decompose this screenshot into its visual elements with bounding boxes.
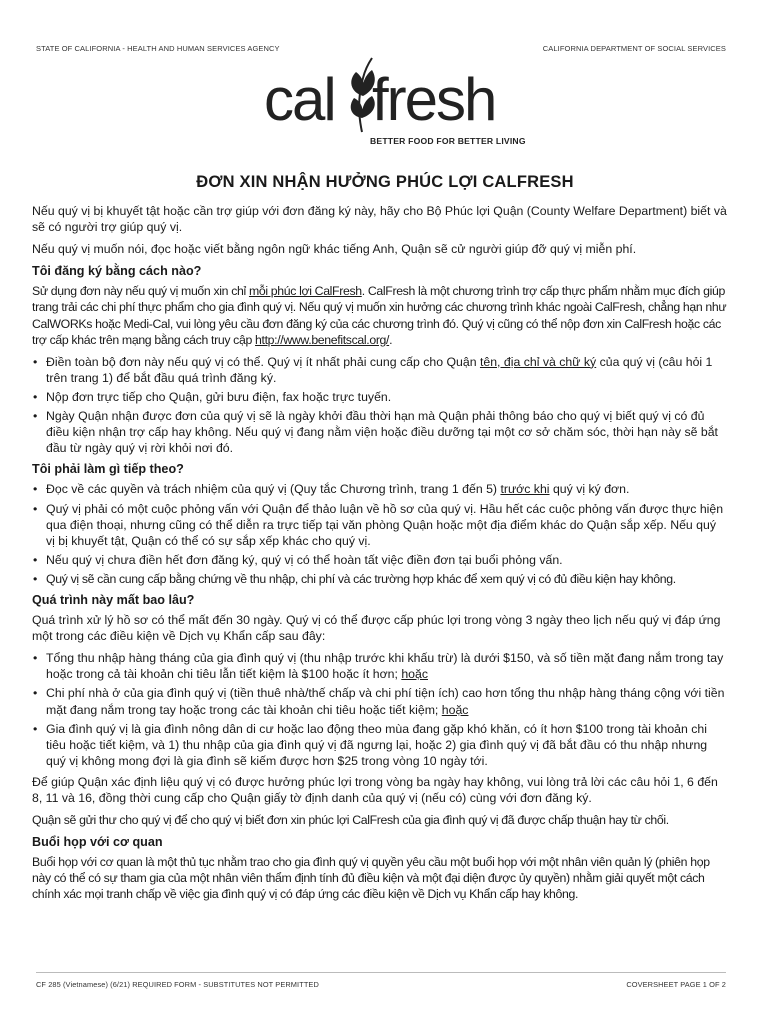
section1-paragraph xyxy=(32,283,728,347)
section3-paragraph-1: Quá trình xử lý hồ sơ có thể mất đến 30 ngày. Quý vị có thể được cấp phúc lợi trong vòng 3 ngày theo lịch nếu quý vị đáp ứng một trong các điều kiện về Dịch vụ Khẩn cấp sau đây: xyxy=(32,613,721,644)
section-heading-how-to-apply: Tôi đăng ký bằng cách nào? xyxy=(32,264,202,279)
text-segment: Điền toàn bộ đơn này nếu quý vị có thể. Quý vị ít nhất phải cung cấp cho Quận xyxy=(46,354,480,369)
intro-paragraph-2: Nếu quý vị muốn nói, đọc hoặc viết bằng ngôn ngữ khác tiếng Anh, Quận sẽ cử người giúp đỡ quý vị miễn phí. xyxy=(32,242,637,257)
logo-cal-text: cal xyxy=(264,66,335,133)
footer-form-id: CF 285 (Vietnamese) (6/21) REQUIRED FORM - SUBSTITUTES NOT PERMITTED xyxy=(36,980,319,989)
list-item xyxy=(32,650,728,682)
section-heading-how-long: Quá trình này mất bao lâu? xyxy=(32,592,195,607)
logo-tagline: BETTER FOOD FOR BETTER LIVING xyxy=(370,136,526,146)
intro-paragraph-1: Nếu quý vị bị khuyết tật hoặc cần trợ giúp với đơn đăng ký này, hãy cho Bộ Phúc lợi Quận (County Welfare Department) biết và sẽ có người trợ giúp quý vị. xyxy=(32,204,727,235)
document-body xyxy=(32,203,728,909)
text-segment: Tổng thu nhập hàng tháng của gia đình quý vị (thu nhập trước khi khấu trừ) là dưới $150, và số tiền mặt đang nắm trong tay hoặc trong cả tài khoản chi tiêu lẫn tiết kiệm là $100 hoặc ít hơn; xyxy=(46,651,724,682)
section-heading-agency-meeting: Buổi họp với cơ quan xyxy=(32,835,163,850)
text-segment: Sử dụng đơn này nếu quý vị muốn xin chỉ xyxy=(32,284,249,299)
footer-page-number: COVERSHEET PAGE 1 OF 2 xyxy=(626,980,726,989)
text-segment: quý vị ký đơn. xyxy=(549,482,630,497)
calfresh-logo xyxy=(264,56,534,148)
text-segment: Đọc về các quyền và trách nhiệm của quý vị (Quy tắc Chương trình, trang 1 đến 5) xyxy=(46,482,501,497)
logo-fresh-text: fresh xyxy=(372,66,496,133)
list-item: • Ngày Quận nhận được đơn của quý vị sẽ là ngày khởi đầu thời hạn mà Quận phải thông báo cho quý vị biết quý vị có đủ điều kiện nhận trợ cấp hay không. Nếu quý vị đang nằm viện hoặc điều dưỡng tại một cơ sở chăm sóc, thời hạn này sẽ bắt đầu từ ngày quý vị rời khỏi nơi đó. xyxy=(32,408,728,456)
list-item: • Nếu quý vị chưa điền hết đơn đăng ký, quý vị có thể hoàn tất việc điền đơn tại buổi phỏng vấn. xyxy=(32,552,728,568)
list-item xyxy=(32,354,728,386)
list-item: • Quý vị phải có một cuộc phỏng vấn với Quận để thảo luận về hồ sơ của quý vị. Hầu hết các cuộc phỏng vấn được thực hiện qua điện thoại, nhưng cũng có thể diễn ra trực tiếp tại văn phòng Quận hoặc một địa điểm khác do Quận sắp xếp. Nếu quý vị bị khuyết tật, Quận có thể có sự sắp xếp khác cho quý vị. xyxy=(32,501,728,549)
text-segment: Chi phí nhà ở của gia đình quý vị (tiền thuê nhà/thế chấp và chi phí tiện ích) cao hơn tổng thu nhập hàng tháng cộng với tiền mặt đang nắm trong tay hoặc trong các tài khoản chi tiêu hoặc tiết kiệm; xyxy=(46,686,725,717)
list-item: • Nộp đơn trực tiếp cho Quận, gửi bưu điện, fax hoặc trực tuyến. xyxy=(32,389,728,405)
section2-list xyxy=(32,481,728,587)
name-address-signature-text: tên, địa chỉ và chữ ký xyxy=(479,354,597,369)
section3-paragraph-3: Quận sẽ gửi thư cho quý vị để cho quý vị biết đơn xin phúc lợi CalFresh của gia đình quý vị đã được chấp thuận hay từ chối. xyxy=(32,813,669,828)
or-text: hoặc xyxy=(441,702,469,717)
list-item xyxy=(32,685,728,717)
benefitscal-link[interactable]: http://www.benefitscal.org/ xyxy=(255,332,390,347)
header-department: CALIFORNIA DEPARTMENT OF SOCIAL SERVICES xyxy=(542,44,726,53)
section3-paragraph-2: Để giúp Quận xác định liệu quý vị có được hưởng phúc lợi trong vòng ba ngày hay không, vui lòng trả lời các câu hỏi 1, 6 đến 8, 11 và 16, đồng thời cung cấp cho Quận giấy tờ định danh của quý vị (nếu có) cùng với đơn đăng ký. xyxy=(32,774,718,805)
list-item xyxy=(32,481,728,497)
page-title: ĐƠN XIN NHẬN HƯỞNG PHÚC LỢI CALFRESH xyxy=(196,173,574,191)
text-segment: . CalFresh là một chương trình trợ cấp thực phẩm nhằm mục đích giúp trang trải các chi phí thực phẩm cho gia đình quý vị. Nếu quý vị muốn xin hưởng các chương trình khác ngoài CalFresh, chẳng hạn như CalWORKs hoặc Medi-Cal, vui lòng yêu cầu đơn đăng ký của các chương trình đó. Quý vị cũng có thể nộp đơn xin CalFresh hoặc các trợ cấp khác trên mạng bằng cách truy cập xyxy=(32,284,727,347)
section3-list xyxy=(32,650,728,769)
text-segment: . xyxy=(389,332,393,347)
calfresh-only-link[interactable]: mỗi phúc lợi CalFresh xyxy=(248,284,362,299)
section4-paragraph: Buổi họp với cơ quan là một thủ tục nhằm trao cho gia đình quý vị quyền yêu cầu một buổi họp với một nhân viên quản lý (phiên họp này có thể có sự tham gia của một nhân viên thẩm định tính đủ điều kiện và một đại diện được ủy quyền) nhằm giải quyết một cách chính xác mọi tranh chấp về việc gia đình quý vị có đáp ứng các điều kiện về Dịch vụ Khẩn cấp hay không. xyxy=(32,855,710,902)
text-segment: của quý vị (câu hỏi 1 trên trang 1) để bắt đầu quá trình đăng ký. xyxy=(46,354,713,385)
list-item: • Quý vị sẽ cần cung cấp bằng chứng về thu nhập, chi phí và các trường hợp khác để xem quý vị có đủ điều kiện hay không. xyxy=(32,571,728,587)
section-heading-next-steps: Tôi phải làm gì tiếp theo? xyxy=(32,462,184,477)
before-text: trước khi xyxy=(500,482,550,497)
list-item: • Gia đình quý vị là gia đình nông dân di cư hoặc lao động theo mùa đang gặp khó khăn, có ít hơn $100 trong tài khoản chi tiêu hoặc tiết kiệm, và 1) thu nhập của gia đình quý vị đã ngưng lại, hoặc 2) gia đình quý vị đã bắt đầu có thu nhập nhưng quý vị không mong đợi là gia đình sẽ kiếm được hơn $25 trong vòng 10 ngày tới. xyxy=(32,721,728,769)
header-agency: STATE OF CALIFORNIA - HEALTH AND HUMAN SERVICES AGENCY xyxy=(36,44,280,53)
footer-divider xyxy=(36,972,726,973)
section1-list xyxy=(32,354,728,457)
or-text: hoặc xyxy=(401,667,428,682)
